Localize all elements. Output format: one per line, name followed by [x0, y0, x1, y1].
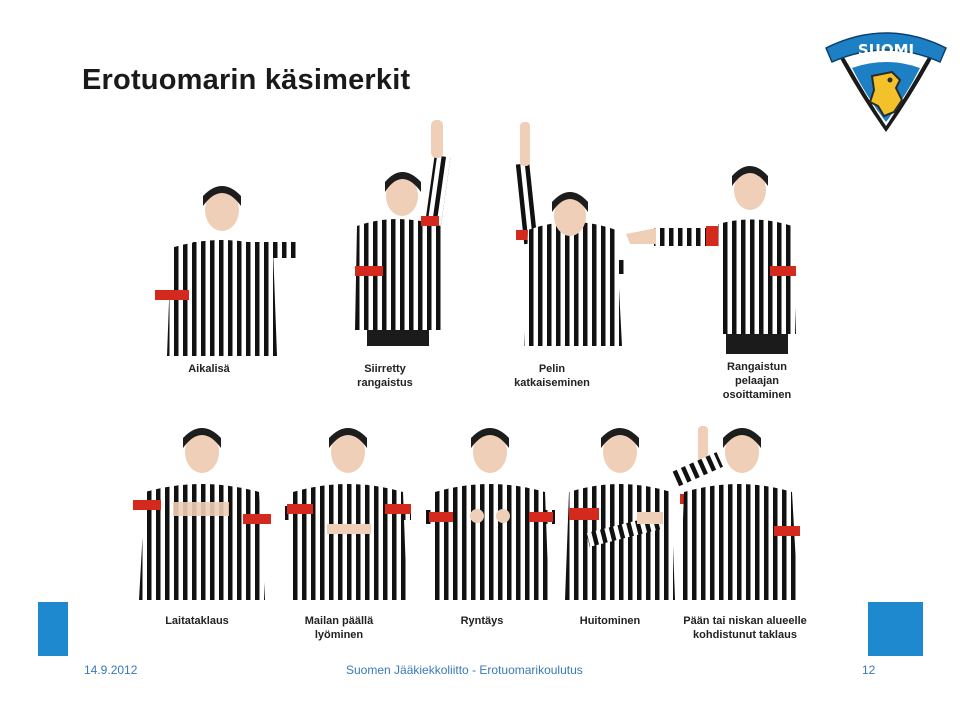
decorative-block-right — [868, 602, 923, 656]
referee-figure-timeout — [142, 178, 302, 358]
decorative-block-left — [38, 602, 68, 656]
signal-caption-line: Ryntäys — [460, 615, 504, 627]
signal-caption-line: Siirretty — [364, 363, 406, 375]
referee-figure-point-penalized — [624, 164, 784, 360]
signal-caption-line: Huitominen — [579, 615, 641, 627]
referee-figure-boarding — [122, 416, 282, 606]
referee-illustration — [656, 416, 812, 606]
signal-caption-line: osoittaminen — [722, 389, 792, 401]
signal-caption — [124, 362, 294, 376]
referee-figure-slashing — [268, 416, 428, 606]
suomi-logo — [822, 28, 950, 136]
signal-caption-line: Rangaistun — [727, 361, 787, 373]
slide-title: Erotuomarin käsimerkit — [82, 64, 411, 96]
signal-caption-line: Pelin — [538, 363, 566, 375]
signal-caption-line: Mailan päällä — [304, 615, 374, 627]
referee-illustration — [129, 416, 275, 606]
signal-caption-line: rangaistus — [357, 377, 413, 389]
signal-caption — [645, 614, 845, 642]
footer-page-number: 12 — [862, 663, 876, 677]
referee-illustration — [502, 120, 642, 356]
signal-caption — [672, 360, 842, 402]
signal-caption-line: katkaiseminen — [514, 377, 590, 389]
signal-caption — [300, 362, 470, 390]
footer-center-text: Suomen Jääkiekkoliitto - Erotuomarikoulutus — [346, 663, 583, 677]
referee-illustration — [275, 416, 421, 606]
footer-date: 14.9.2012 — [84, 663, 138, 677]
signal-caption-line: Pään tai niskan alueelle — [683, 615, 807, 627]
referee-illustration — [337, 116, 467, 356]
referee-illustration — [147, 178, 297, 358]
referee-illustration — [624, 164, 804, 360]
logo-text: SUOMI — [857, 41, 915, 59]
signal-caption-line: Aikalisä — [188, 363, 230, 375]
signal-caption — [467, 362, 637, 390]
referee-figure-delayed-penalty — [322, 116, 482, 356]
signal-caption-line: Laitataklaus — [165, 615, 229, 627]
signal-caption-line: lyöminen — [314, 629, 364, 641]
referee-figure-head-check — [654, 416, 814, 606]
signal-caption-line: pelaajan — [734, 375, 780, 387]
signal-caption-line: kohdistunut taklaus — [693, 629, 797, 641]
